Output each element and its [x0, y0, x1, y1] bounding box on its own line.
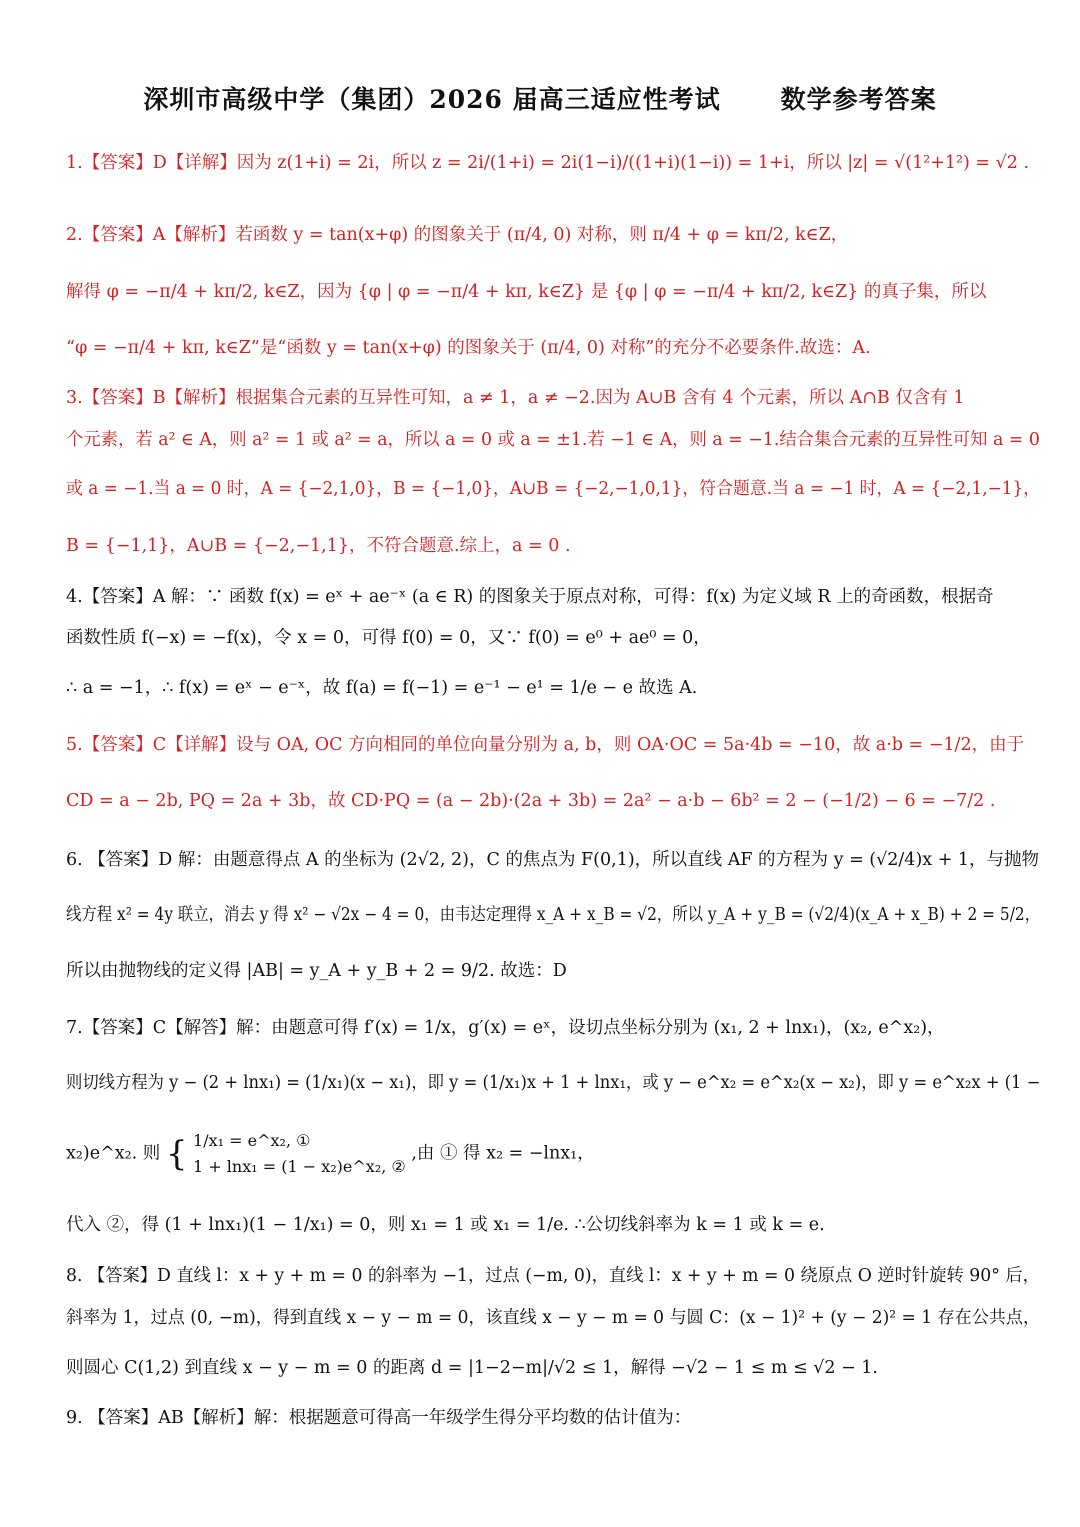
answer-q5-line1: 5.【答案】C【详解】设与 OA, OC 方向相同的单位向量分别为 a, b，则 OA·OC = 5a·4b = −10，故 a·b = −1/2，由于: [66, 735, 1025, 755]
answer-q6-line1: 6. 【答案】D 解：由题意得点 A 的坐标为 (2√2, 2)，C 的焦点为 F(0,1)，所以直线 AF 的方程为 y = (√2/4)x + 1，与抛物: [66, 850, 1040, 870]
q7-line3-tail: ,由 ① 得 x₂ = −lnx₁，: [411, 1143, 595, 1164]
answer-q3-line2: 个元素，若 a² ∈ A，则 a² = 1 或 a² = a，所以 a = 0 或 a = ±1.若 −1 ∈ A，则 a = −1.结合集合元素的互异性可知 a = 0: [66, 430, 1040, 450]
answer-q3-line4: B = {−1,1}，A∪B = {−2,−1,1}，不符合题意.综上，a = 0 .: [66, 536, 571, 556]
answer-q2-line2: 解得 φ = −π/4 + kπ/2, k∈Z，因为 {φ | φ = −π/4 + kπ, k∈Z} 是 {φ | φ = −π/4 + kπ/2, k∈Z} 的真子集，所以: [66, 282, 987, 302]
answer-q8-line3: 则圆心 C(1,2) 到直线 x − y − m = 0 的距离 d = |1−2−m|/√2 ≤ 1，解得 −√2 − 1 ≤ m ≤ √2 − 1.: [66, 1358, 878, 1378]
answer-q4-line2: 函数性质 f(−x) = −f(x)，令 x = 0，可得 f(0) = 0，又∵ f(0) = e⁰ + ae⁰ = 0，: [66, 628, 711, 648]
answer-q9-line1: 9. 【答案】AB【解析】解：根据题意可得高一年级学生得分平均数的估计值为：: [66, 1408, 692, 1428]
page-title: [0, 80, 1080, 116]
answer-q6-line3: 所以由抛物线的定义得 |AB| = y_A + y_B + 2 = 9/2. 故选：D: [66, 961, 567, 981]
answer-q4-line3: ∴ a = −1，∴ f(x) = eˣ − e⁻ˣ，故 f(a) = f(−1) = e⁻¹ − e¹ = 1/e − e 故选 A.: [66, 678, 698, 698]
system-brace: {: [165, 1134, 188, 1174]
equation-system: [193, 1128, 406, 1180]
answer-q3-line3: 或 a = −1.当 a = 0 时，A = {−2,1,0}，B = {−1,0}，A∪B = {−2,−1,0,1}，符合题意.当 a = −1 时，A = {−2,1,−1}，: [66, 479, 1041, 499]
title-main: 深圳市高级中学（集团）2026 届高三适应性考试: [143, 85, 721, 114]
answer-q4-line1: 4.【答案】A 解：∵ 函数 f(x) = eˣ + ae⁻ˣ (a ∈ R) 的图象关于原点对称，可得：f(x) 为定义域 R 上的奇函数，根据奇: [66, 587, 994, 607]
answer-q7-line4: 代入 ②，得 (1 + lnx₁)(1 − 1/x₁) = 0，则 x₁ = 1 或 x₁ = 1/e. ∴公切线斜率为 k = 1 或 k = e.: [66, 1215, 825, 1235]
answer-q7-line3: [66, 1128, 1020, 1180]
answer-q2-line3: “φ = −π/4 + kπ, k∈Z”是“函数 y = tan(x+φ) 的图象关于 (π/4, 0) 对称”的充分不必要条件.故选：A.: [66, 338, 871, 358]
answer-q7-line1: 7.【答案】C【解答】解：由题意可得 f′(x) = 1/x，g′(x) = eˣ，设切点坐标分别为 (x₁, 2 + lnx₁)，(x₂, e^x₂)，: [66, 1018, 945, 1038]
answer-q6-line2: 线方程 x² = 4y 联立，消去 y 得 x² − √2x − 4 = 0，由韦达定理得 x_A + x_B = √2，所以 y_A + y_B = (√2/4)(x_A + x_B) + 2 = 5/2，: [66, 905, 1041, 925]
answer-q2-line1: 2.【答案】A【解析】若函数 y = tan(x+φ) 的图象关于 (π/4, 0) 对称，则 π/4 + φ = kπ/2, k∈Z，: [66, 225, 849, 245]
equation-1: 1/x₁ = e^x₂, ①: [193, 1131, 311, 1150]
answer-q3-line1: 3.【答案】B【解析】根据集合元素的互异性可知，a ≠ 1，a ≠ −2.因为 A∪B 含有 4 个元素，所以 A∩B 仅含有 1: [66, 388, 965, 408]
q7-line3-lead: x₂)e^x₂. 则: [66, 1143, 161, 1164]
answer-q5-line2: CD = a − 2b, PQ = 2a + 3b，故 CD·PQ = (a − 2b)·(2a + 3b) = 2a² − a·b − 6b² = 2 − (−1/2) − 6 = −7/2 .: [66, 791, 996, 811]
answer-q8-line1: 8. 【答案】D 直线 l：x + y + m = 0 的斜率为 −1，过点 (−m, 0)，直线 l：x + y + m = 0 绕原点 O 逆时针旋转 90° 后，: [66, 1266, 1040, 1286]
answer-q1: 1.【答案】D【详解】因为 z(1+i) = 2i，所以 z = 2i/(1+i) = 2i(1−i)/((1+i)(1−i)) = 1+i，所以 |z| = √(1²+1²) = √2 .: [66, 153, 1030, 173]
answer-q8-line2: 斜率为 1，过点 (0, −m)，得到直线 x − y − m = 0，该直线 x − y − m = 0 与圆 C：(x − 1)² + (y − 2)² = 1 存在公共点，: [66, 1308, 1041, 1328]
answer-q7-line2: 则切线方程为 y − (2 + lnx₁) = (1/x₁)(x − x₁)，即 y = (1/x₁)x + 1 + lnx₁，或 y − e^x₂ = e^x₂(x − x₂)，即 y = e^x₂x + (1 −: [66, 1073, 1041, 1093]
equation-2: 1 + lnx₁ = (1 − x₂)e^x₂, ②: [193, 1157, 406, 1176]
title-sub: 数学参考答案: [780, 85, 937, 114]
